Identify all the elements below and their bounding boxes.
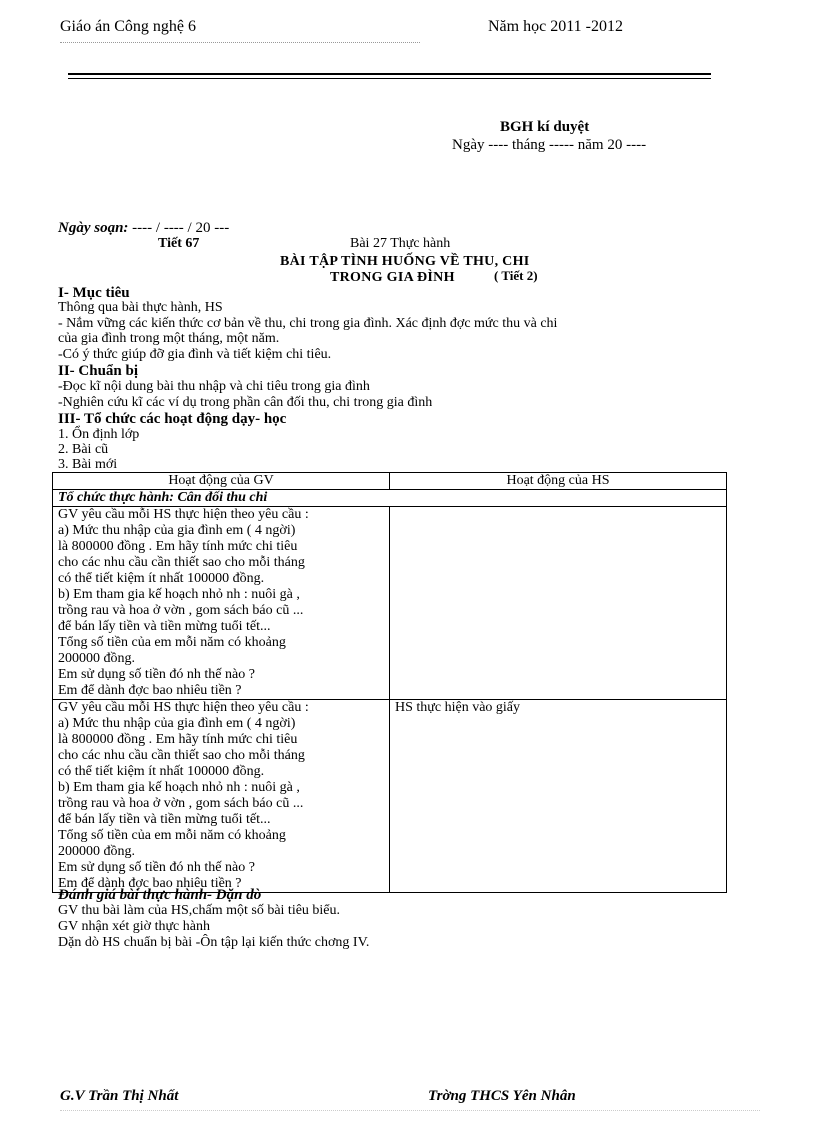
- table-header-row: [53, 473, 727, 490]
- table-row-2-gv-line: Tổng số tiền của em mỗi năm có khoảng: [58, 828, 286, 843]
- table-header-gv: Hoạt động của GV: [53, 473, 390, 490]
- footer-underline: [60, 1110, 760, 1111]
- section-2-title: II- Chuẩn bị: [58, 363, 139, 379]
- table-row-2-gv-line: để bán lấy tiền và tiền mừng tuổi tết...: [58, 812, 271, 827]
- table-row-1-gv-line: Em sử dụng số tiền đó nh thế nào ?: [58, 667, 255, 682]
- closing-title: Đánh giá bài thực hành- Dặn dò: [58, 887, 262, 903]
- table-row-2-gv-line: cho các nhu cầu cần thiết sao cho mỗi tháng: [58, 748, 305, 763]
- table-row-2-gv-line: Em để dành đợc bao nhiêu tiền ?: [58, 876, 242, 891]
- lesson-title-suffix: ( Tiết 2): [494, 268, 538, 283]
- lesson-title-line-1: BÀI TẬP TÌNH HUỐNG VỀ THU, CHI: [280, 254, 530, 269]
- lesson-number: Bài 27 Thực hành: [350, 236, 451, 251]
- header-rule-top: [68, 73, 711, 75]
- table-row-1-gv-line: a) Mức thu nhập của gia đình em ( 4 ngời): [58, 523, 296, 538]
- footer-school: Trờng THCS Yên Nhân: [428, 1088, 576, 1104]
- table-row-2-gv-line: có thể tiết kiệm ít nhất 100000 đồng.: [58, 764, 265, 779]
- section-3-title: III- Tổ chức các hoạt động dạy- học: [58, 411, 287, 427]
- header-school-year: Năm học 2011 -2012: [488, 18, 623, 35]
- table-row: [53, 700, 727, 893]
- table-row-1-gv-line: b) Em tham gia kế hoạch nhỏ nh : nuôi gà ,: [58, 587, 300, 602]
- table-row-2-gv-line: là 800000 đồng . Em hãy tính mức chi tiêu: [58, 732, 298, 747]
- table-row-2-gv-line: GV yêu cầu mỗi HS thực hiện theo yêu cầu :: [58, 700, 309, 715]
- lesson-date-value: ---- / ---- / 20 ---: [128, 220, 230, 236]
- table-row-1-gv-line: 200000 đồng.: [58, 651, 135, 666]
- table-row-1-gv-line: là 800000 đồng . Em hãy tính mức chi tiêu: [58, 539, 298, 554]
- section-1-line-1: Thông qua bài thực hành, HS: [58, 300, 223, 315]
- table-row-2-gv: [53, 700, 390, 893]
- activities-table: [52, 472, 727, 893]
- header-subject: Giáo án Công nghệ 6: [60, 18, 196, 35]
- table-row-2-gv-line: Em sử dụng số tiền đó nh thế nào ?: [58, 860, 255, 875]
- table-header-hs: Hoạt động của HS: [390, 473, 727, 490]
- section-1-line-4: -Có ý thức giúp đỡ gia đình và tiết kiệm chi tiêu.: [58, 347, 332, 362]
- closing-line-1: GV thu bài làm của HS,chấm một số bài tiêu biểu.: [58, 903, 341, 918]
- table-row-1-gv-line: để bán lấy tiền và tiền mừng tuổi tết...: [58, 619, 271, 634]
- closing-line-2: GV nhận xét giờ thực hành: [58, 919, 210, 934]
- table-row-2-gv-line: b) Em tham gia kế hoạch nhỏ nh : nuôi gà ,: [58, 780, 300, 795]
- section-1-line-3: của gia đình trong một tháng, một năm.: [58, 331, 280, 346]
- approval-title: BGH kí duyệt: [500, 119, 590, 135]
- closing-line-3: Dặn dò HS chuẩn bị bài -Ôn tập lại kiến thức chơng IV.: [58, 935, 370, 950]
- table-row-1-gv-line: Em để dành đợc bao nhiêu tiền ?: [58, 683, 242, 698]
- section-2-line-1: -Đọc kĩ nội dung bài thu nhập và chi tiêu trong gia đình: [58, 379, 370, 394]
- section-1-title: I- Mục tiêu: [58, 285, 130, 301]
- table-row-2-gv-line: 200000 đồng.: [58, 844, 135, 859]
- section-3-line-1: 1. Ổn định lớp: [58, 427, 140, 442]
- lesson-title-line-2: TRONG GIA ĐÌNH: [330, 270, 455, 285]
- lesson-date-line: [58, 220, 229, 237]
- table-row-1-gv-line: có thể tiết kiệm ít nhất 100000 đồng.: [58, 571, 265, 586]
- table-row-1-gv-line: GV yêu cầu mỗi HS thực hiện theo yêu cầu :: [58, 507, 309, 522]
- section-2-line-2: -Nghiên cứu kĩ các ví dụ trong phần cân đối thu, chi trong gia đình: [58, 395, 433, 410]
- section-1-line-2: - Nắm vững các kiến thức cơ bản về thu, chi trong gia đình. Xác định đợc mức thu và chi: [58, 316, 558, 331]
- section-3-line-2: 2. Bài cũ: [58, 442, 109, 457]
- approval-date: Ngày ---- tháng ----- năm 20 ----: [452, 137, 647, 153]
- table-row-1-gv-line: trồng rau và hoa ở vờn , gom sách báo cũ ...: [58, 603, 304, 618]
- table-subheader: Tổ chức thực hành: Cân đối thu chi: [53, 490, 727, 507]
- table-row-1-gv: [53, 507, 390, 700]
- header-underline: [60, 42, 420, 43]
- section-3-line-3: 3. Bài mới: [58, 457, 118, 472]
- table-row-2-gv-line: trồng rau và hoa ở vờn , gom sách báo cũ ...: [58, 796, 304, 811]
- table-row: [53, 507, 727, 700]
- lesson-date-label: Ngày soạn:: [58, 220, 129, 236]
- table-row-1-hs: [390, 507, 727, 700]
- table-row-1-gv-line: Tổng số tiền của em mỗi năm có khoảng: [58, 635, 286, 650]
- table-row-2-gv-line: a) Mức thu nhập của gia đình em ( 4 ngời): [58, 716, 296, 731]
- header-rule-bottom: [68, 78, 711, 79]
- table-row-1-gv-line: cho các nhu cầu cần thiết sao cho mỗi tháng: [58, 555, 305, 570]
- table-subheader-row: [53, 490, 727, 507]
- lesson-period: Tiết 67: [158, 236, 200, 251]
- table-row-2-hs: HS thực hiện vào giấy: [390, 700, 727, 893]
- footer-teacher: G.V Trần Thị Nhất: [60, 1088, 179, 1104]
